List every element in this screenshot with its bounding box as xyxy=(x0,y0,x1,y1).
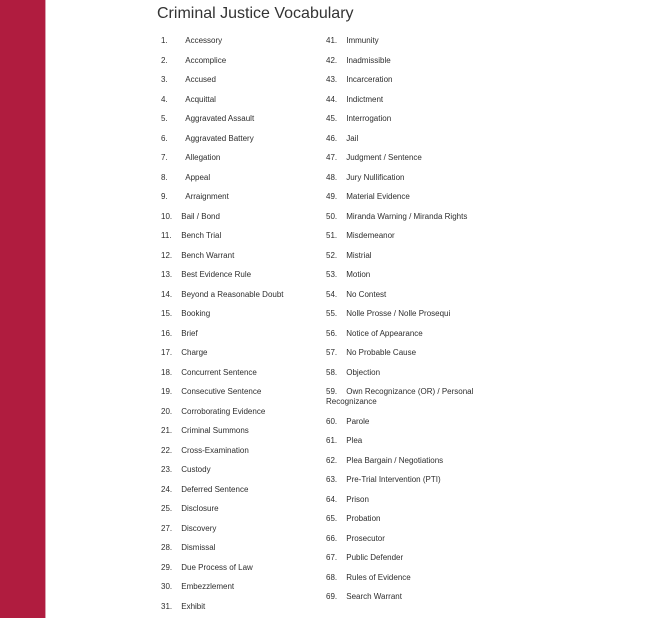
item-number: 45. xyxy=(326,114,338,123)
list-item xyxy=(161,134,321,144)
list-item xyxy=(161,192,321,202)
vocabulary-list-left xyxy=(161,36,321,621)
item-term: Appeal xyxy=(185,172,211,182)
item-term: Material Evidence xyxy=(346,192,410,201)
item-number: 59. xyxy=(326,387,338,396)
item-number: 7. xyxy=(161,153,168,162)
list-item xyxy=(161,465,321,475)
item-number: 4. xyxy=(161,94,168,104)
list-item xyxy=(326,75,501,85)
item-term: Bench Warrant xyxy=(181,250,235,260)
list-item xyxy=(161,114,321,124)
item-number: 24. xyxy=(161,484,173,494)
list-item xyxy=(326,270,501,280)
list-item xyxy=(326,417,501,427)
list-item xyxy=(326,36,501,46)
list-item xyxy=(326,592,501,602)
list-item xyxy=(161,582,321,592)
item-term: Allegation xyxy=(185,153,221,162)
item-term: Inadmissible xyxy=(346,55,391,65)
list-item xyxy=(161,270,321,280)
item-number: 14. xyxy=(161,289,173,299)
item-term: Immunity xyxy=(346,36,379,45)
item-term: Objection xyxy=(346,367,381,377)
item-number: 50. xyxy=(326,211,338,221)
list-item xyxy=(326,251,501,261)
item-term: Accused xyxy=(185,75,216,84)
item-number: 66. xyxy=(326,533,338,543)
item-term: Probation xyxy=(346,514,381,523)
list-item xyxy=(161,95,321,105)
item-term: Arraignment xyxy=(185,192,229,201)
page-title: Criminal Justice Vocabulary xyxy=(157,5,354,22)
item-term: Notice of Appearance xyxy=(346,328,423,338)
list-item xyxy=(161,309,321,319)
item-number: 57. xyxy=(326,348,338,357)
item-number: 17. xyxy=(161,348,173,357)
item-number: 46. xyxy=(326,133,338,143)
item-number: 52. xyxy=(326,250,338,260)
item-term: Discovery xyxy=(181,523,217,533)
item-term: Jail xyxy=(346,133,359,143)
item-number: 20. xyxy=(161,406,173,416)
item-number: 11. xyxy=(161,231,172,240)
item-number: 48. xyxy=(326,172,338,182)
item-term: Due Process of Law xyxy=(181,562,253,572)
list-item xyxy=(326,153,501,163)
item-term: Parole xyxy=(346,416,370,426)
item-term: Nolle Prosse / Nolle Prosequi xyxy=(346,309,451,318)
list-item xyxy=(326,95,501,105)
item-number: 53. xyxy=(326,270,338,279)
item-term: Acquittal xyxy=(185,94,216,104)
list-item xyxy=(161,407,321,417)
list-item xyxy=(161,387,321,397)
list-item xyxy=(161,153,321,163)
list-item xyxy=(161,563,321,573)
item-term: Aggravated Assault xyxy=(185,114,255,123)
list-item xyxy=(326,329,501,339)
item-term: Plea Bargain / Negotiations xyxy=(346,455,444,465)
item-number: 65. xyxy=(326,514,338,523)
list-item xyxy=(326,231,501,241)
item-term: Brief xyxy=(181,328,198,338)
item-number: 16. xyxy=(161,328,173,338)
item-number: 42. xyxy=(326,55,338,65)
item-number: 2. xyxy=(161,55,168,65)
item-number: 29. xyxy=(161,562,173,572)
item-term: Accomplice xyxy=(185,55,227,65)
list-item xyxy=(326,456,501,466)
sidebar-accent-bar xyxy=(0,0,45,618)
list-item xyxy=(326,114,501,124)
item-number: 56. xyxy=(326,328,338,338)
item-number: 69. xyxy=(326,592,338,601)
item-number: 18. xyxy=(161,367,173,377)
item-number: 60. xyxy=(326,416,338,426)
list-item xyxy=(326,436,501,446)
list-item xyxy=(161,426,321,436)
list-item xyxy=(326,134,501,144)
item-number: 10. xyxy=(161,211,173,221)
item-term: Accessory xyxy=(185,36,223,45)
item-number: 23. xyxy=(161,465,173,474)
list-item xyxy=(326,173,501,183)
item-number: 43. xyxy=(326,75,338,84)
item-number: 55. xyxy=(326,309,338,318)
list-item xyxy=(326,553,501,563)
list-item xyxy=(161,75,321,85)
list-item xyxy=(161,329,321,339)
item-term: Own Recognizance (OR) / Personal Recognizance xyxy=(326,387,474,406)
item-number: 12. xyxy=(161,250,173,260)
list-item xyxy=(161,543,321,553)
item-number: 61. xyxy=(326,436,338,445)
item-term: Best Evidence Rule xyxy=(181,270,252,279)
item-term: Concurrent Sentence xyxy=(181,367,257,377)
item-number: 51. xyxy=(326,231,338,240)
list-item xyxy=(326,514,501,524)
list-item xyxy=(161,348,321,358)
list-item xyxy=(161,36,321,46)
item-term: Jury Nullification xyxy=(346,172,405,182)
item-number: 49. xyxy=(326,192,338,201)
item-term: Mistrial xyxy=(346,250,372,260)
sidebar-divider xyxy=(45,0,46,618)
item-number: 64. xyxy=(326,494,338,504)
item-term: Plea xyxy=(346,436,363,445)
item-term: Custody xyxy=(181,465,211,474)
item-term: Miranda Warning / Miranda Rights xyxy=(346,211,468,221)
item-number: 21. xyxy=(161,426,173,435)
item-number: 54. xyxy=(326,289,338,299)
item-number: 31. xyxy=(161,601,173,611)
item-number: 6. xyxy=(161,133,168,143)
list-item xyxy=(161,212,321,222)
list-item xyxy=(161,173,321,183)
item-term: Rules of Evidence xyxy=(346,572,411,582)
item-term: Motion xyxy=(346,270,371,279)
item-term: Misdemeanor xyxy=(346,231,395,240)
item-term: Bench Trial xyxy=(181,231,222,240)
item-term: Prison xyxy=(346,494,369,504)
list-item xyxy=(326,495,501,505)
item-term: Deferred Sentence xyxy=(181,484,249,494)
item-number: 63. xyxy=(326,475,338,484)
item-number: 30. xyxy=(161,582,173,591)
item-term: Prosecutor xyxy=(346,533,385,543)
list-item xyxy=(326,534,501,544)
item-term: Beyond a Reasonable Doubt xyxy=(181,289,284,299)
item-term: Cross-Examination xyxy=(181,445,249,455)
list-item xyxy=(161,251,321,261)
item-number: 62. xyxy=(326,455,338,465)
list-item xyxy=(161,231,321,241)
item-term: Exhibit xyxy=(181,601,206,611)
item-number: 41. xyxy=(326,36,338,45)
list-item xyxy=(326,309,501,319)
item-number: 9. xyxy=(161,192,168,201)
item-number: 13. xyxy=(161,270,173,279)
list-item xyxy=(326,56,501,66)
item-term: Bail / Bond xyxy=(181,211,220,221)
list-item xyxy=(326,368,501,378)
item-term: Judgment / Sentence xyxy=(346,153,422,162)
item-term: Dismissal xyxy=(181,543,216,552)
item-number: 28. xyxy=(161,543,173,552)
item-number: 22. xyxy=(161,445,173,455)
item-number: 67. xyxy=(326,553,338,562)
list-item xyxy=(326,387,486,407)
item-number: 1. xyxy=(161,36,168,45)
list-item xyxy=(161,485,321,495)
list-item xyxy=(161,504,321,514)
item-number: 68. xyxy=(326,572,338,582)
item-term: Search Warrant xyxy=(346,592,402,601)
item-term: Interrogation xyxy=(346,114,392,123)
item-number: 19. xyxy=(161,387,173,396)
item-number: 44. xyxy=(326,94,338,104)
item-term: Consecutive Sentence xyxy=(181,387,262,396)
item-term: Charge xyxy=(181,348,208,357)
list-item xyxy=(161,602,321,612)
item-term: Disclosure xyxy=(181,504,219,513)
list-item xyxy=(161,56,321,66)
item-term: Booking xyxy=(181,309,211,318)
item-term: Embezzlement xyxy=(181,582,235,591)
item-number: 3. xyxy=(161,75,168,84)
item-term: Corroborating Evidence xyxy=(181,406,266,416)
list-item xyxy=(161,368,321,378)
list-item xyxy=(326,348,501,358)
item-term: Public Defender xyxy=(346,553,404,562)
item-term: Pre-Trial Intervention (PTI) xyxy=(346,475,441,484)
item-number: 8. xyxy=(161,172,168,182)
item-term: No Probable Cause xyxy=(346,348,417,357)
item-number: 27. xyxy=(161,523,173,533)
list-item xyxy=(161,524,321,534)
item-term: Criminal Summons xyxy=(181,426,249,435)
item-term: Aggravated Battery xyxy=(185,133,254,143)
vocabulary-list-right xyxy=(326,36,501,612)
item-number: 25. xyxy=(161,504,173,513)
item-term: No Contest xyxy=(346,289,387,299)
list-item xyxy=(326,192,501,202)
item-term: Incarceration xyxy=(346,75,393,84)
list-item xyxy=(326,475,501,485)
list-item xyxy=(326,573,501,583)
item-term: Indictment xyxy=(346,94,384,104)
item-number: 58. xyxy=(326,367,338,377)
list-item xyxy=(161,446,321,456)
item-number: 47. xyxy=(326,153,338,162)
list-item xyxy=(326,212,501,222)
item-number: 15. xyxy=(161,309,173,318)
list-item xyxy=(161,290,321,300)
item-number: 5. xyxy=(161,114,168,123)
list-item xyxy=(326,290,501,300)
